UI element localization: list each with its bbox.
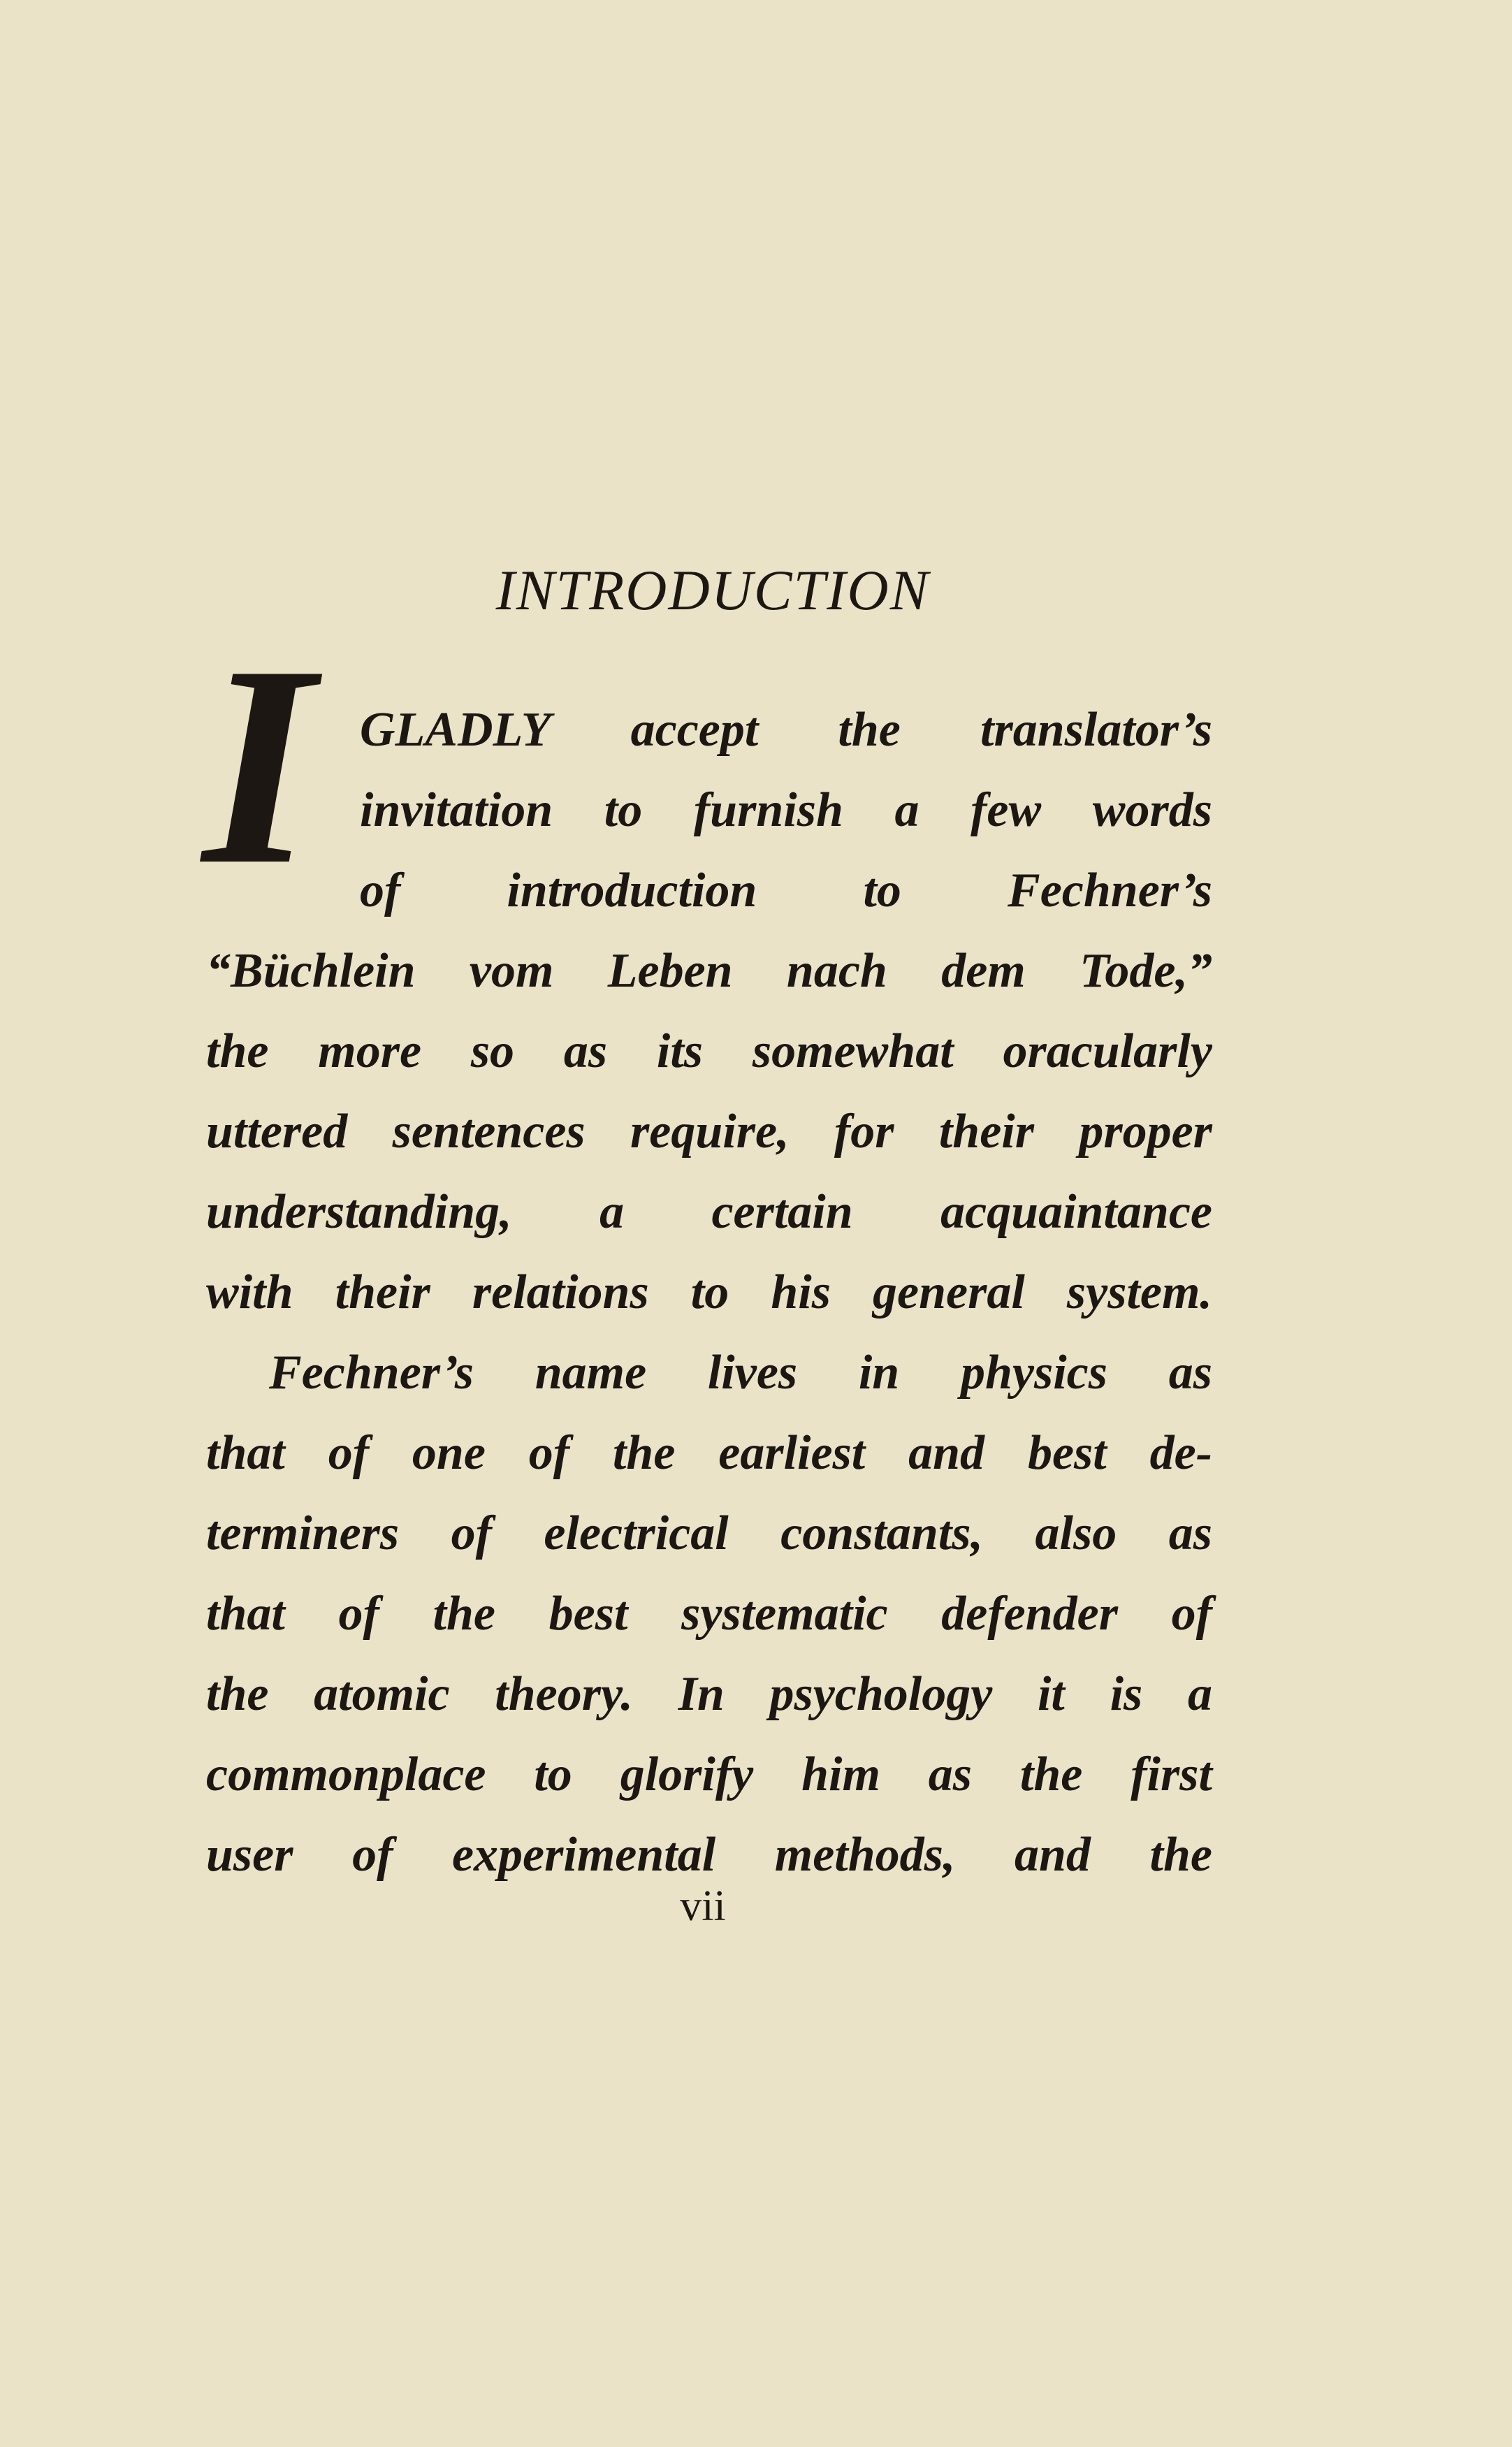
word: to [534, 1748, 572, 1801]
word: physics [960, 1346, 1107, 1400]
word: oracularly [1003, 1024, 1212, 1078]
word: the [432, 1587, 495, 1641]
word: of [451, 1506, 492, 1560]
word: it [1037, 1667, 1065, 1721]
word: to [604, 783, 643, 837]
word: more [318, 1024, 422, 1078]
text-line [206, 940, 1212, 1003]
word: introduction [507, 864, 757, 917]
word: first [1131, 1748, 1212, 1801]
word: few [971, 783, 1042, 837]
text-line [206, 1583, 1212, 1646]
text-line [269, 1342, 1212, 1404]
word: one [412, 1426, 486, 1480]
text-line [206, 1824, 1212, 1887]
word: words [1092, 783, 1212, 837]
word: theory. [495, 1667, 633, 1721]
word: Leben [607, 944, 733, 998]
word: of [338, 1587, 379, 1641]
word: with [206, 1265, 293, 1319]
word: best [548, 1587, 628, 1641]
word: the [1149, 1828, 1212, 1882]
word: “Büchlein [206, 944, 416, 998]
word: nach [786, 944, 887, 998]
text-line [360, 779, 1212, 842]
word: of [1171, 1587, 1212, 1641]
word: name [535, 1346, 647, 1400]
word: as [563, 1024, 608, 1078]
word: his [771, 1265, 831, 1319]
chapter-title: INTRODUCTION [495, 558, 930, 622]
word: so [470, 1024, 515, 1078]
word: Fechner’s [269, 1346, 474, 1400]
word: constants, [780, 1506, 984, 1560]
text-line [206, 1663, 1212, 1726]
word: In [678, 1667, 725, 1721]
word: for [834, 1105, 894, 1159]
word: their [938, 1105, 1034, 1159]
text-line [360, 859, 1212, 922]
word: proper [1079, 1105, 1212, 1159]
word: the [838, 703, 901, 757]
word: understanding, [206, 1185, 512, 1239]
word: that [206, 1426, 285, 1480]
word: to [863, 864, 901, 917]
word: also [1035, 1506, 1117, 1560]
word: as [928, 1748, 973, 1801]
word: terminers [206, 1506, 400, 1560]
word: psychology [769, 1667, 993, 1721]
text-line [360, 699, 1212, 762]
word: Tode,” [1080, 944, 1212, 998]
word: of [328, 1426, 370, 1480]
word: experimental [451, 1828, 716, 1882]
word: electrical [544, 1506, 729, 1560]
word: atomic [314, 1667, 450, 1721]
word: as [1168, 1346, 1212, 1400]
text-line [206, 1020, 1212, 1083]
word: its [656, 1024, 704, 1078]
word: accept [630, 703, 759, 757]
word: and [1015, 1828, 1091, 1882]
word: glorify [620, 1748, 754, 1801]
word: a [894, 783, 919, 837]
word: and [908, 1426, 985, 1480]
word: a [1187, 1667, 1212, 1721]
text-line [206, 1743, 1212, 1806]
word: Fechner’s [1008, 864, 1212, 917]
word: their [335, 1265, 430, 1319]
drop-cap: I [203, 607, 314, 924]
text-line [206, 1502, 1212, 1565]
word: earliest [718, 1426, 866, 1480]
word: acquaintance [940, 1185, 1212, 1239]
word: a [599, 1185, 625, 1239]
page-number: vii [680, 1882, 726, 1930]
text-line [206, 1422, 1212, 1485]
word: commonplace [206, 1748, 486, 1801]
word: defender [941, 1587, 1118, 1641]
word: him [801, 1748, 880, 1801]
word: the [612, 1426, 676, 1480]
word: translator’s [980, 703, 1212, 757]
word: best [1027, 1426, 1107, 1480]
word: certain [711, 1185, 853, 1239]
text-line [206, 1101, 1212, 1163]
word: to [690, 1265, 729, 1319]
word: somewhat [752, 1024, 954, 1078]
word: GLADLY [360, 703, 551, 757]
word: lives [707, 1346, 798, 1400]
word: the [206, 1667, 269, 1721]
word: sentences [392, 1105, 586, 1159]
text-line [206, 1261, 1212, 1324]
word: invitation [360, 783, 553, 837]
word: the [1019, 1748, 1083, 1801]
word: methods, [774, 1828, 956, 1882]
word: furnish [693, 783, 843, 837]
word: uttered [206, 1105, 348, 1159]
word: as [1168, 1506, 1212, 1560]
word: de- [1149, 1426, 1212, 1480]
word: in [858, 1346, 900, 1400]
word: system. [1066, 1265, 1212, 1319]
word: user [206, 1828, 293, 1882]
word: dem [941, 944, 1026, 998]
word: of [352, 1828, 393, 1882]
word: require, [630, 1105, 790, 1159]
word: of [360, 864, 401, 917]
word: that [206, 1587, 285, 1641]
word: is [1110, 1667, 1143, 1721]
text-line [206, 1181, 1212, 1244]
word: of [528, 1426, 570, 1480]
word: systematic [681, 1587, 888, 1641]
word: general [873, 1265, 1025, 1319]
word: vom [469, 944, 554, 998]
word: relations [472, 1265, 649, 1319]
word: the [206, 1024, 269, 1078]
